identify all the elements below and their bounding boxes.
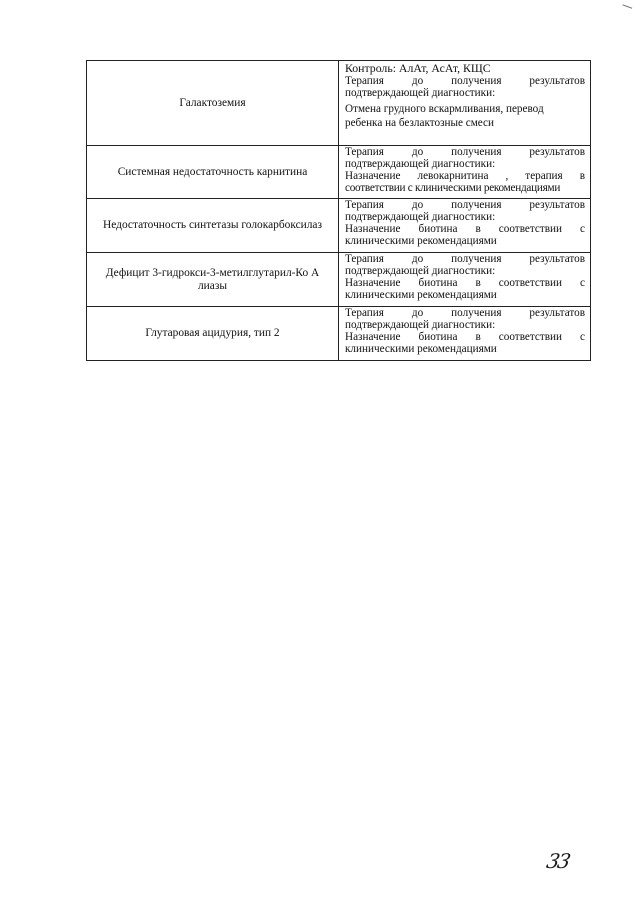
therapy-line: Терапия до получения результатов (345, 75, 585, 87)
therapy-cell (339, 146, 591, 199)
condition-name: Системная недостаточность карнитина (117, 165, 308, 178)
therapy-line: Назначение биотина в соответствии с (345, 223, 585, 235)
therapy-line: подтверждающей диагностики: (345, 158, 496, 170)
table-row (87, 307, 591, 361)
therapy-line: ребенка на безлактозные смеси (345, 117, 494, 129)
therapy-line: Контроль: АлАт, АсАт, КЩС (345, 61, 491, 75)
corner-scan-mark (622, 4, 632, 10)
therapy-line: Терапия до получения результатов (345, 199, 585, 211)
therapy-cell (339, 253, 591, 307)
therapy-cell (339, 307, 591, 361)
condition-cell (87, 307, 339, 361)
therapy-line: клиническими рекомендациями (345, 343, 497, 355)
condition-cell (87, 253, 339, 307)
condition-cell (87, 199, 339, 253)
therapy-line: Назначение левокарнитина , терапия в (345, 170, 585, 182)
therapy-cell (339, 199, 591, 253)
therapy-line: Терапия до получения результатов (345, 307, 585, 319)
table-row (87, 146, 591, 199)
table-row (87, 253, 591, 307)
condition-name: Галактоземия (179, 96, 246, 109)
therapy-line: клиническими рекомендациями (345, 235, 497, 247)
therapy-line: Назначение биотина в соответствии с (345, 331, 585, 343)
therapy-line: Терапия до получения результатов (345, 146, 585, 158)
therapy-line: Отмена грудного вскармливания, перевод (345, 103, 544, 115)
table-row (87, 199, 591, 253)
therapy-line: соответствии с клиническими рекомендациями (345, 182, 561, 194)
therapy-line: клиническими рекомендациями (345, 289, 497, 301)
therapy-line: Назначение биотина в соответствии с (345, 277, 585, 289)
therapy-cell (339, 61, 591, 146)
therapy-line: подтверждающей диагностики: (345, 211, 496, 223)
condition-cell (87, 61, 339, 146)
handwritten-page-number: 33 (544, 849, 572, 873)
treatment-table (86, 60, 591, 361)
condition-name: Глутаровая ацидурия, тип 2 (145, 327, 280, 340)
therapy-line: подтверждающей диагностики: (345, 87, 496, 99)
condition-name: Дефицит 3-гидрокси-3-метилглутарил-Ко А лиазы (105, 267, 320, 292)
condition-cell (87, 146, 339, 199)
condition-name: Недостаточность синтетазы голокарбоксилаз (103, 219, 322, 232)
table-row (87, 61, 591, 146)
therapy-line: подтверждающей диагностики: (345, 265, 496, 277)
therapy-line: Терапия до получения результатов (345, 253, 585, 265)
therapy-line: подтверждающей диагностики: (345, 319, 496, 331)
